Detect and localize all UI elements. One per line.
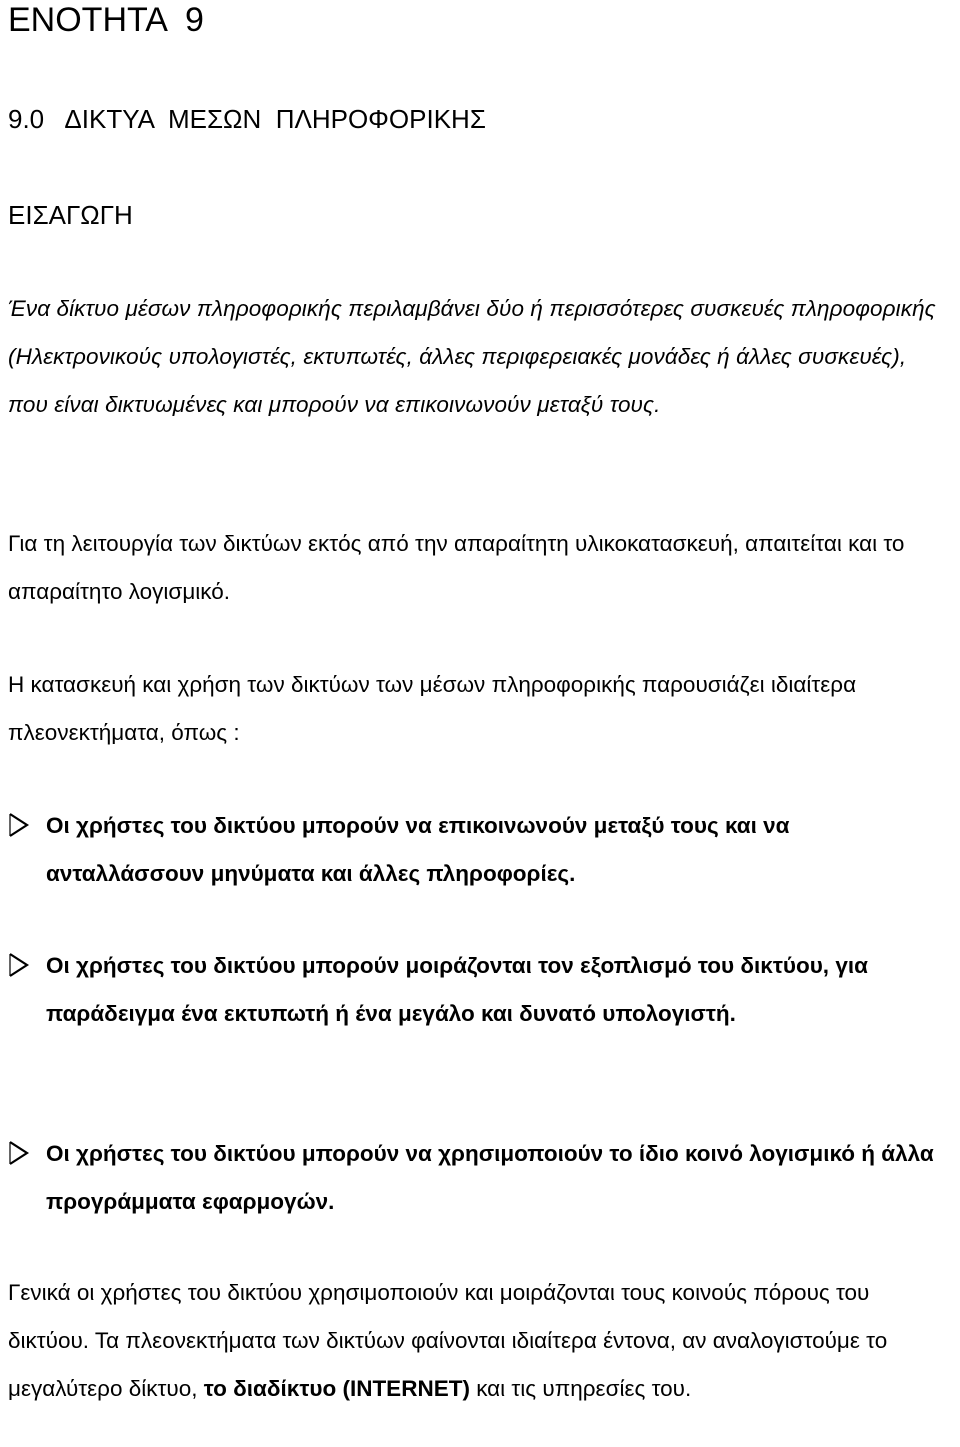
bullet-text: Οι χρήστες του δικτύου μπορούν να επικοινωνούν μεταξύ τους και να ανταλλάσσουν μηνύματα και άλλες πληροφορίες. (46, 813, 790, 886)
bullet-text: Οι χρήστες του δικτύου μπορούν να χρησιμοποιούν το ίδιο κοινό λογισμικό ή άλλα προγράμματα εφαρμογών. (46, 1141, 934, 1214)
paragraph-advantages: Η κατασκευή και χρήση των δικτύων των μέσων πληροφορικής παρουσιάζει ιδιαίτερα πλεονεκτήματα, όπως : (8, 672, 857, 745)
bullet-text: Οι χρήστες του δικτύου μπορούν μοιράζονται τον εξοπλισμό του δικτύου, για παράδειγμα ένα εκτυπωτή ή ένα μεγάλο και δυνατό υπολογιστή. (46, 953, 868, 1026)
arrowhead-bullet-icon (8, 812, 30, 838)
closing-text: Γενικά οι χρήστες του δικτύου χρησιμοποιούν και μοιράζονται τους κοινούς πόρους του δικτύου. Τα πλεονεκτήματα των δικτύων φαίνονται ιδιαίτερα έντονα, αν αναλογιστούμε το μεγαλύτερο δίκτυο, (8, 1280, 888, 1401)
closing-text-end: και τις υπηρεσίες του. (469, 1376, 692, 1401)
arrowhead-bullet-icon (8, 952, 30, 978)
chapter-title: ΕΝΟΤΗΤΑ 9 (8, 1, 204, 39)
intro-heading: ΕΙΣΑΓΩΓΗ (8, 200, 133, 230)
paragraph-software: Για τη λειτουργία των δικτύων εκτός από την απαραίτητη υλικοκατασκευή, απαιτείται και το απαραίτητο λογισμικό. (8, 531, 905, 604)
section-title: 9.0 ΔΙΚΤΥΑ ΜΕΣΩΝ ΠΛΗΡΟΦΟΡΙΚΗΣ (8, 104, 486, 134)
paragraph-closing (8, 1269, 952, 1413)
paragraph-definition: Ένα δίκτυο μέσων πληροφορικής περιλαμβάνει δύο ή περισσότερες συσκευές πληροφορικής (Ηλεκτρονικούς υπολογιστές, εκτυπωτές, άλλες περιφερειακές μονάδες ή άλλες συσκευές), που είναι δικτυωμένες και μπορούν να επικοινωνούν μεταξύ τους. (8, 296, 936, 417)
closing-internet-emphasis: το διαδίκτυο (INTERNET) (203, 1376, 470, 1401)
arrowhead-bullet-icon (8, 1140, 30, 1166)
